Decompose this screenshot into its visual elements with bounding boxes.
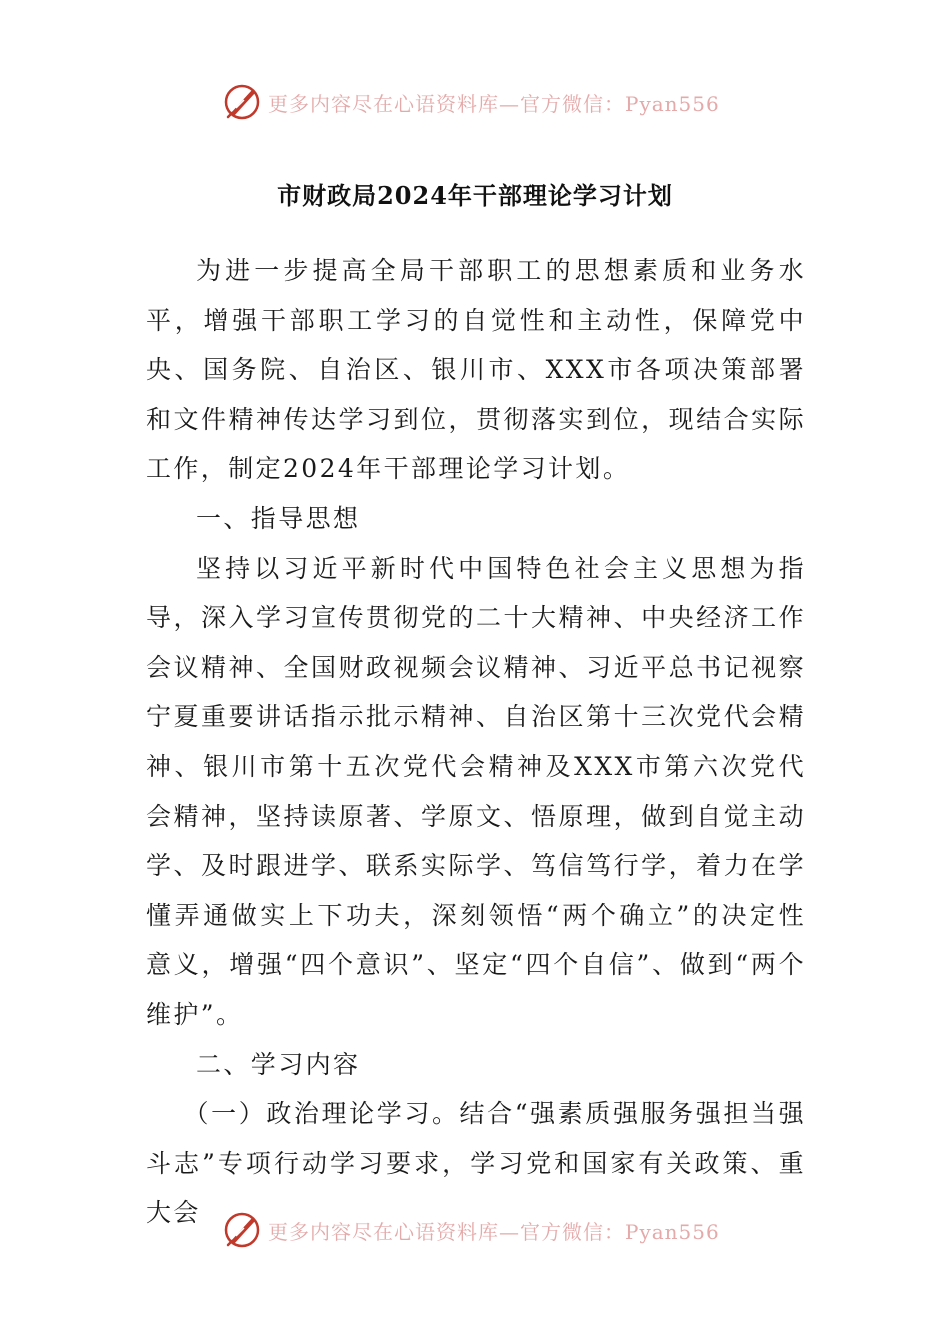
watermark-text: 更多内容尽在心语资料库—官方微信：Pyan556 bbox=[268, 1219, 720, 1244]
section-heading-study-content: 二、学习内容 bbox=[196, 1049, 361, 1079]
watermark-banner-top bbox=[222, 80, 742, 124]
watermark-banner-bottom bbox=[222, 1208, 742, 1252]
section-heading-guiding-thought: 一、指导思想 bbox=[196, 503, 361, 533]
document-body bbox=[146, 246, 806, 1238]
guiding-thought-paragraph: 坚持以习近平新时代中国特色社会主义思想为指导，深入学习宣传贯彻党的二十大精神、中央经济工作会议精神、全国财政视频会议精神、习近平总书记视察宁夏重要讲话指示批示精神、自治区第十三次党代会精神、银川市第十五次党代会精神及XXX市第六次党代会精神，坚持读原著、学原文、悟原理，做到自觉主动学、及时跟进学、联系实际学、笃信笃行学，着力在学懂弄通做实上下功夫，深刻领悟“两个确立”的决定性意义，增强“四个意识”、坚定“四个自信”、做到“两个维护”。 bbox=[146, 553, 806, 1029]
quill-logo-icon bbox=[222, 1210, 262, 1250]
watermark-text: 更多内容尽在心语资料库—官方微信：Pyan556 bbox=[268, 91, 720, 116]
document-title: 市财政局2024年干部理论学习计划 bbox=[277, 181, 673, 210]
intro-paragraph: 为进一步提高全局干部职工的思想素质和业务水平，增强干部职工学习的自觉性和主动性，保障党中央、国务院、自治区、银川市、XXX市各项决策部署和文件精神传达学习到位，贯彻落实到位，现结合实际工作，制定2024年干部理论学习计划。 bbox=[146, 256, 806, 484]
study-content-paragraph: （一）政治理论学习。结合“强素质强服务强担当强斗志”专项行动学习要求，学习党和国家有关政策、重大会 bbox=[146, 1099, 806, 1228]
quill-logo-icon bbox=[222, 82, 262, 122]
